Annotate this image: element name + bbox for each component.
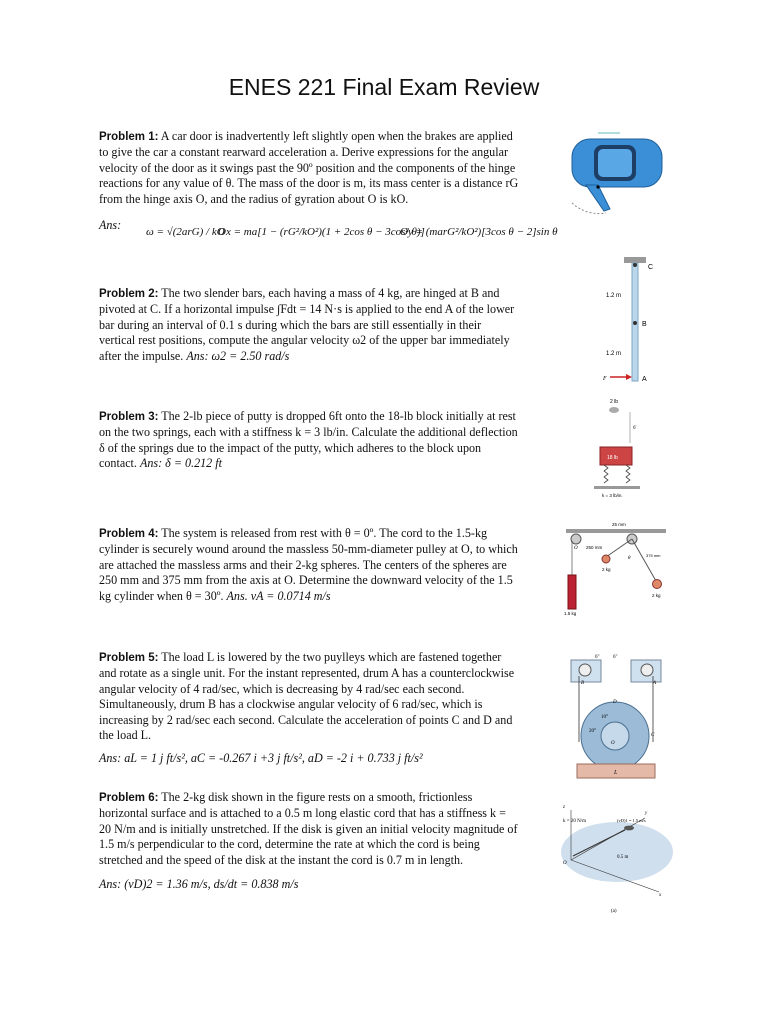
arm1-label: 250 mm — [586, 545, 603, 550]
dim2-label: 6" — [613, 655, 618, 660]
length-label: 0.5 m — [617, 855, 629, 860]
span-label: 25 mm — [612, 522, 626, 527]
figure-drums-load — [565, 650, 670, 785]
problem-label: Problem 1: — [99, 131, 159, 143]
problem-text: The load L is lowered by the two puylleys which are fastened together and rotate as a single unit. For the instant represented, drum A has a counterclockwise angular velocity of 4 rad/sec, which is decreasing by 4 rad/sec each second. Simultaneously, drum B has a clockwise angular velocity of 6 rad/sec, which is increasing by 2 rad/sec each second. Calculate the acceleration of points C and D and the load L. — [99, 650, 515, 743]
answer-6: Ans: (vD)2 = 1.36 m/s, ds/dt = 0.838 m/s — [99, 877, 299, 891]
arm2-label: 375 mm — [646, 553, 661, 558]
label-c: C — [648, 264, 654, 271]
problem-label: Problem 4: — [99, 528, 159, 540]
dim1-label: 6" — [595, 655, 600, 660]
label-a: A — [642, 376, 647, 383]
problem-2 — [99, 286, 519, 364]
stiffness-label: k = 20 N/m — [563, 819, 586, 824]
problem-label: Problem 2: — [99, 288, 159, 300]
axis-z-label: z — [563, 805, 565, 810]
putty-label: 2 lb — [610, 399, 619, 405]
axis-y-label: y — [645, 811, 648, 816]
answer: Ans: δ = 0.212 ft — [139, 456, 222, 471]
problem-label: Problem 6: — [99, 792, 159, 804]
page-title: ENES 221 Final Exam Review — [228, 74, 540, 100]
pivot-label: O — [574, 546, 578, 551]
spring-label: k = 3 lb/in. — [602, 493, 623, 498]
length-upper: 1.2 m — [606, 293, 622, 299]
drop-label: 6' — [633, 426, 637, 431]
angle-label: θ — [628, 556, 631, 561]
point-o-label: O — [611, 741, 615, 746]
figure-pulley-spheres — [560, 517, 672, 617]
problem-3 — [99, 409, 519, 472]
angle1-label: 10° — [601, 715, 608, 720]
caption-label: (a) — [611, 909, 617, 914]
problem-label: Problem 3: — [99, 411, 159, 423]
drum-b-label: B — [581, 681, 585, 686]
load-label: L — [614, 770, 618, 776]
figure-disk-cord — [555, 800, 673, 918]
problem-4 — [99, 526, 519, 604]
mass2-label: 2 kg — [652, 593, 661, 598]
equation-omega: ω = √(2arG) / kO — [146, 226, 225, 238]
answer-label: Ans: — [99, 218, 122, 232]
length-lower: 1.2 m — [606, 351, 622, 357]
problem-5 — [99, 650, 519, 743]
equation-oy: Oy = (marG²/kO²)[3cos θ − 2]sin θ — [400, 226, 558, 238]
problem-1 — [99, 129, 519, 207]
answer: Ans: ω2 = 2.50 rad/s — [186, 348, 290, 363]
answer-5: Ans: aL = 1 j ft/s², aC = -0.267 i +3 j ft/s², aD = -2 i + 0.733 j ft/s² — [99, 751, 423, 765]
point-c-label: C — [651, 733, 655, 738]
block-label: 18 lb — [607, 455, 618, 461]
problem-text: The system is released from rest with θ = 0º. The cord to the 1.5-kg cylinder is securely wound around the massless 50-mm-diameter pulley at O, to which are attached the massless arms and their 2-kg spheres. The centers of the spheres are 250 mm and 375 mm from the axis at O. Determine the downward velocity of the 1.5 kg cylinder when θ = 30º. — [99, 526, 518, 603]
problem-text: The 2-lb piece of putty is dropped 6ft onto the 18-lb block initially at rest on the two springs, each with a stiffness k = 3 lb/in. Calculate the additional deflection δ of the springs due to the impact of the putty, which adheres to the block upon contact. — [99, 409, 518, 471]
problem-text: A car door is inadvertently left slightly open when the brakes are applied to give the car a constant rearward acceleration a. Derive expressions for the angular velocity of the door as it swings past the 90º position and the components of the hinge reactions for any value of θ. The mass of the door is m, its mass center is a distance rG from the hinge axis O, and the radius of gyration about O is kO. — [99, 129, 519, 206]
equation-ox: Ox = ma[1 − (rG²/kO²)(1 + 2cos θ − 3cos² θ)] — [218, 226, 425, 238]
velocity-label: (vD)1 = 1.5 m/s — [617, 818, 646, 823]
mass1-label: 2 kg — [602, 567, 611, 572]
origin-label: O — [563, 861, 567, 866]
problem-6 — [99, 790, 519, 868]
drum-a-label: A — [653, 681, 657, 686]
figure-slender-bars — [600, 255, 670, 385]
problem-text: The two slender bars, each having a mass of 4 kg, are hinged at B and pivoted at C. If a horizontal impulse ∫Fdt = 14 N·s is applied to the end A of the lower bar during an interval of 0.1 s during which the bars are still essentially in their vertical rest positions, compute the angular velocity ω2 of the upper bar immediately after the impulse. — [99, 286, 515, 363]
problem-text: The 2-kg disk shown in the figure rests on a smooth, frictionless horizontal surface and is attached to a 0.5 m long elastic cord that has a stiffness k = 20 N/m and is initially unstretched. If the disk is given an initial velocity magnitude of 1.5 m/s perpendicular to the cord, determine the rate at which the cord is being stretched and the speed of the disk at the instant the cord is 0.7 m in length. — [99, 790, 518, 867]
label-b: B — [642, 321, 647, 328]
figure-putty-block — [590, 395, 660, 500]
angle2-label: 20° — [589, 729, 596, 734]
answer: Ans. vA = 0.0714 m/s — [226, 588, 331, 603]
force-label: F — [603, 376, 607, 382]
point-d-label: D — [613, 700, 617, 705]
figure-car-door — [558, 125, 663, 215]
problem-label: Problem 5: — [99, 652, 159, 664]
axis-x-label: x — [659, 893, 662, 898]
cylinder-label: 1.5 kg — [564, 611, 577, 616]
